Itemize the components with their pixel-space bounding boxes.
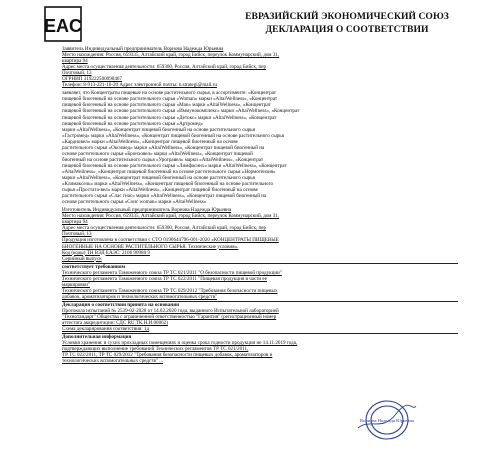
product-line: марки «AltaiWellness», «Концентрат пищевой биогенный на основе растительного сырья bbox=[62, 174, 255, 181]
manufacturer-section bbox=[62, 207, 458, 261]
applicant-line: Заявитель Индивидуальный предприниматель Ворнова Надежда Юрьевна bbox=[62, 46, 224, 52]
basis-section bbox=[62, 308, 458, 332]
requirements-line: добавок, ароматизаторов и технологических вспомогательных средств" bbox=[62, 293, 218, 300]
product-line: растительного сырья «Слас гнас» марки «AltaiWellness», «Концентрат пищевой биогенный на bbox=[62, 193, 267, 200]
applicant-line: Место нахождения: Россия, 659335, Алтайский край, город Бийск, переулок Коммунарский, дом 31, bbox=[62, 52, 280, 59]
requirements-section bbox=[62, 270, 458, 300]
manufacturer-line: квартира 94 bbox=[62, 219, 88, 226]
product-line: заявляет, что Концентраты пищевые на основе растительного сырья, в ассортименте: «Концентрат bbox=[62, 90, 276, 97]
manufacturer-line: Серийный выпуск bbox=[62, 255, 102, 262]
basis-heading: Декларация о соответствии принята на основании bbox=[62, 301, 180, 308]
basis-line: "Технотандарт" Общества с ограниченной ответственностью "Гарантия" (регистрационный номер bbox=[62, 314, 277, 321]
product-line: «Кардиовел» марки «AltaiWellness», «Концентрат пищевой биогенный на основе bbox=[62, 138, 238, 145]
product-line: пищевой биогенный на основе растительного сырья «Иммунокомплекс» марки «AltaiWellness», «Концентрат bbox=[62, 108, 300, 115]
document-body bbox=[62, 46, 458, 364]
applicant-section bbox=[62, 46, 458, 88]
manufacturer-line: Продукция изготовлена в соответствии с СТО 0190644796-001-2020 «КОНЦЕНТРАТЫ ПИЩЕВЫЕ bbox=[62, 237, 279, 244]
product-line: пищевой биогенный на основе растительного сырья «Man» марки «AltaiWellness», «Концентрат bbox=[62, 102, 271, 109]
manufacturer-line: Адрес места осуществления деятельности: 659300, Россия, Алтайский край, город Бийск, пер bbox=[62, 225, 267, 232]
title-line-1: ЕВРАЗИЙСКИЙ ЭКОНОМИЧЕСКИЙ СОЮЗ bbox=[245, 11, 449, 22]
document-header bbox=[44, 4, 464, 46]
requirements-line: Технического регламента Таможенного союза ТР ТС 022/2011 "Пищевая продукция в части ее bbox=[62, 275, 267, 282]
product-line: пищевой биогенный на основе растительного сырья «Лимфасинх» марки «AltaiWellness», «Концентрат bbox=[62, 162, 287, 169]
requirements-line: маркировки" bbox=[62, 281, 90, 288]
additional-line: технологических вспомогательных средств" ... bbox=[62, 358, 164, 365]
basis-line: аттестата аккредитации: СДС RU.ТК.Н.И.00062) bbox=[62, 320, 168, 327]
additional-line: ТР ТС 022/2011, ТР ТС 029/2012 "Требования безопасности пищевых добавок, ароматизаторов и bbox=[62, 352, 273, 359]
applicant-line: Почтовый, 13 bbox=[62, 70, 92, 77]
applicant-line: ОГРНИП 319222500090467 bbox=[62, 76, 122, 83]
additional-line: Условия хранения: в сухих прохладных помещениях и оценка срока годности продукции не 14.11.2019 года, bbox=[62, 340, 298, 347]
product-line: сырья «Простата-вел» марки «AltaiWellness», «Концентрат пищевой биогенный на основе bbox=[62, 187, 258, 194]
title-line-2: ДЕКЛАРАЦИЯ О СООТВЕТСТВИИ bbox=[265, 24, 429, 35]
applicant-line: Адрес места осуществления деятельности: 659300, Россия, Алтайский край, город Бийск, пер bbox=[62, 64, 267, 71]
product-line: «AltaiWellness», «Концентрат пищевой биогенный на основе растительного сырья «Нормотензия» bbox=[62, 168, 276, 175]
manufacturer-line: Почтовый, 13 bbox=[62, 231, 92, 238]
product-line: пищевой биогенный на основе растительного сырья «Артромед» bbox=[62, 120, 204, 127]
product-line: пищевой биогенный на основе растительного сырья «Woman» марки «AltaiWellness», «Концентрат bbox=[62, 96, 278, 103]
basis-line: Протокола испытаний № 2539-02-2020 от 14.02.2020 года, выданного Испытательной лабораторией bbox=[62, 307, 279, 314]
eac-logo-text: EAC bbox=[44, 16, 82, 36]
additional-heading: Дополнительная информация bbox=[62, 334, 132, 341]
document-title bbox=[212, 10, 482, 36]
manufacturer-line: Место нахождения: Россия, 659335, Алтайский край, город Бийск, переулок Коммунарский, дом 31, bbox=[62, 213, 280, 220]
applicant-line: Телефон: 8-913-221-16-20 Адрес электронной почты: n.strategi@mail.ru bbox=[62, 82, 217, 89]
manufacturer-line: Изготовитель Индивидуальный предприниматель Ворнова Надежда Юрьевна bbox=[62, 207, 232, 214]
product-line: «Гастромед» марки «AltaiWellness», «Концентрат пищевой биогенный на основе растительного сырья bbox=[62, 132, 284, 139]
applicant-line: квартира 94 bbox=[62, 58, 88, 65]
requirements-heading: соответствует требованиям bbox=[62, 263, 126, 270]
requirements-line: Технического регламента Таможенного союза ТР ТС 021/2011 "О безопасности пищевой продукции" bbox=[62, 269, 282, 276]
additional-section bbox=[62, 340, 458, 364]
product-section bbox=[62, 90, 458, 205]
product-line: растительного сырья «Оксимед» марки «AltaiWellness», «Концентрат пищевой биогенный на bbox=[62, 144, 265, 151]
manufacturer-line: БИОГЕННЫЕ НА ОСНОВЕ РАСТИТЕЛЬНОГО СЫРЬЯ. Технические условия». bbox=[62, 243, 239, 250]
product-line: «Климаксель» марки «AltaiWellness», «Концентрат пищевой биогенный на основе растительного bbox=[62, 181, 274, 188]
manufacturer-line: Код (коды) ТН ВЭД ЕАЭС: 2106 90980 9 bbox=[62, 249, 150, 256]
product-line: биогенный на основе растительного сырья «Урогравел» марки «AltaiWellness», «Концентрат bbox=[62, 156, 264, 163]
product-line: основе растительного сырья «Сонс woman» марки «AltaiWellness» bbox=[62, 199, 207, 206]
stamp-text: Ворнова Надежда Юрьевна bbox=[360, 418, 414, 423]
additional-line: подтверждающих выполнение требований Технических регламентов ТР ТС 021/2011, bbox=[62, 346, 249, 353]
product-line: марки «AltaiWellness», «Концентрат пищевой биогенный на основе растительного сырья bbox=[62, 126, 255, 133]
seal-stamp bbox=[356, 398, 418, 442]
product-line: пищевой биогенный на основе растительного сырья «Детокс» марки «AltaiWellness», «Концентрат bbox=[62, 114, 277, 121]
product-line: основе растительного сырья «Бронховел» марки «AltaiWellness», «Концентрат пищевой bbox=[62, 150, 253, 157]
eac-logo bbox=[44, 6, 82, 42]
requirements-line: Технического регламента Таможенного союза ТР ТС 029/2012 "Требования безопасности пищевых bbox=[62, 287, 278, 294]
basis-line: Схема декларирования соответствия: 1д bbox=[62, 326, 150, 333]
